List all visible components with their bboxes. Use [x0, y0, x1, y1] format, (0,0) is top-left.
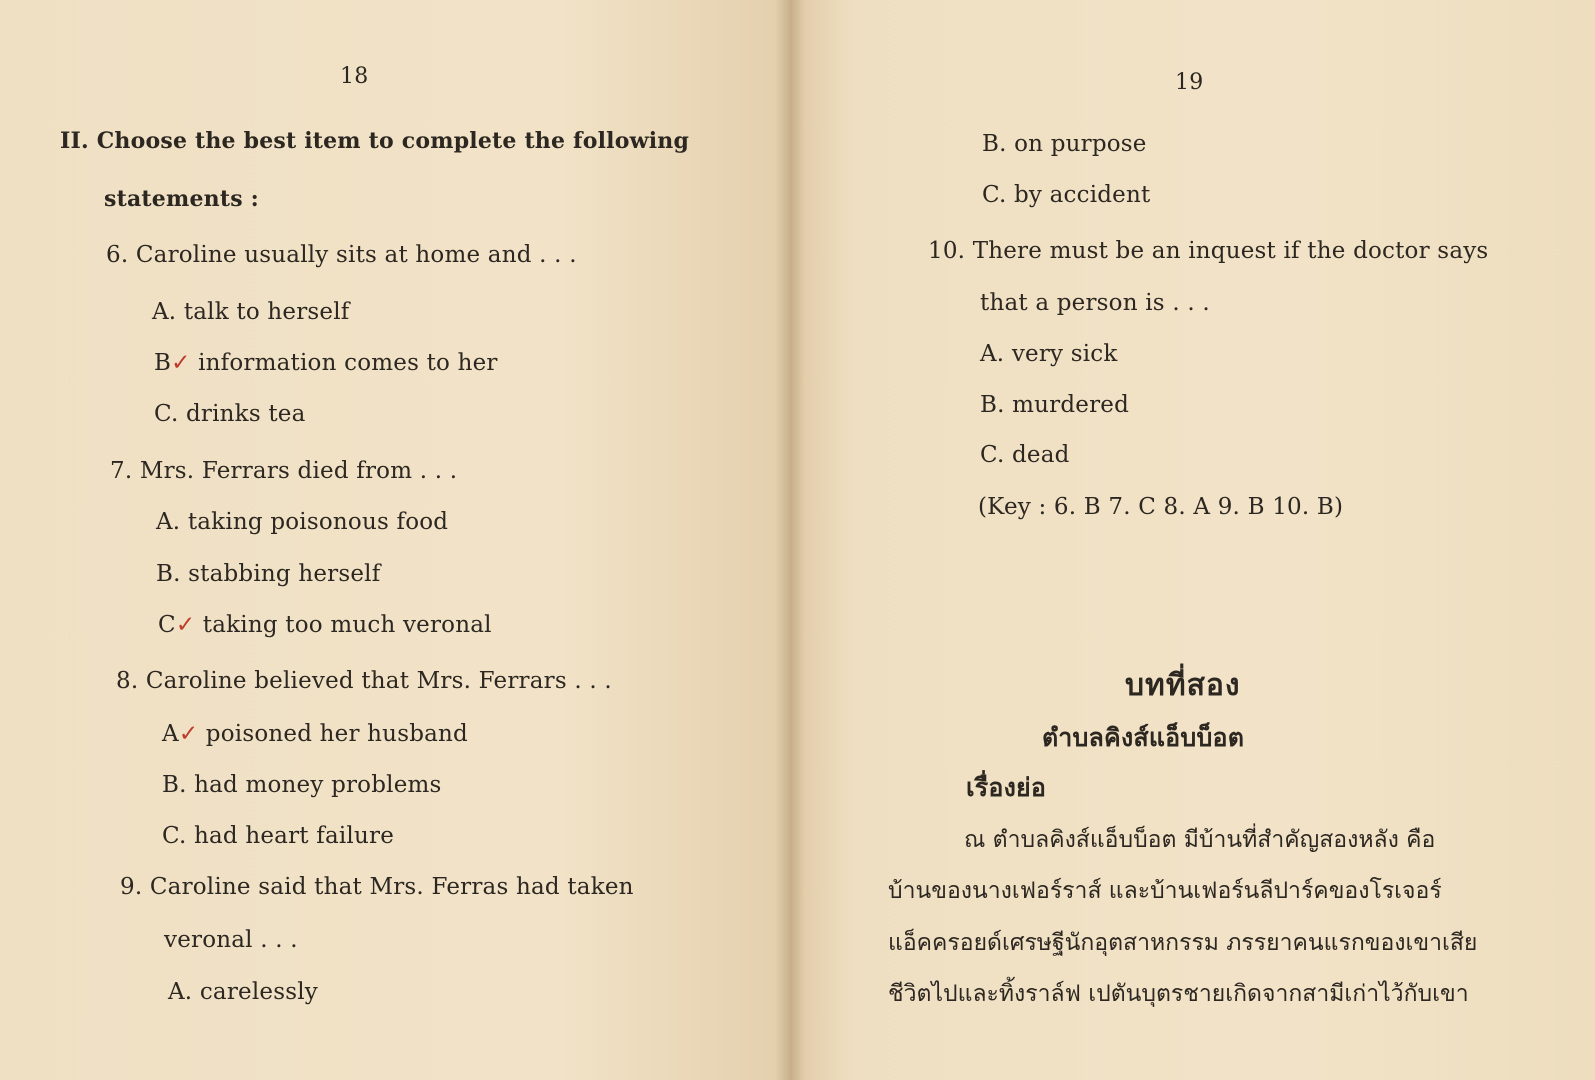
q9-option-c: C. by accident — [982, 182, 1151, 208]
q7-option-c — [158, 612, 492, 638]
question-10-cont: that a person is . . . — [980, 290, 1210, 316]
check-mark-icon: ✓ — [175, 612, 196, 638]
question-6: 6. Caroline usually sits at home and . . . — [106, 242, 577, 268]
question-9-cont: veronal . . . — [164, 927, 298, 953]
option-text: taking too much veronal — [195, 612, 492, 638]
q8-option-c: C. had heart failure — [162, 823, 395, 849]
option-letter: B — [154, 350, 172, 376]
q9-option-b: B. on purpose — [982, 131, 1147, 157]
chapter-title: บทที่สอง — [1125, 668, 1241, 703]
section-heading-cont: statements : — [104, 186, 259, 212]
option-letter: A — [162, 721, 179, 747]
chapter-subtitle: ตำบลคิงส์แอ็บบ็อต — [1042, 723, 1245, 752]
synopsis-line: ชีวิตไปและทิ้งราล์ฟ เปตันบุตรชายเกิดจากสามีเก่าไว้กับเขา — [888, 981, 1469, 1007]
q6-option-c: C. drinks tea — [154, 401, 306, 427]
question-9: 9. Caroline said that Mrs. Ferras had taken — [120, 874, 634, 900]
q10-option-b: B. murdered — [980, 392, 1130, 418]
option-text: information comes to her — [190, 350, 498, 376]
answer-key: (Key : 6. B 7. C 8. A 9. B 10. B) — [978, 494, 1344, 520]
question-8: 8. Caroline believed that Mrs. Ferrars . . . — [116, 668, 612, 694]
q7-option-b: B. stabbing herself — [156, 561, 381, 587]
check-mark-icon: ✓ — [171, 350, 191, 376]
option-letter: C — [158, 612, 176, 638]
synopsis-label: เรื่องย่อ — [966, 773, 1047, 802]
synopsis-line: ณ ตำบลคิงส์แอ็บบ็อต มีบ้านที่สำคัญสองหลัง คือ — [964, 827, 1436, 853]
q6-option-b — [154, 350, 498, 376]
left-page — [0, 0, 790, 1080]
option-text: poisoned her husband — [198, 721, 468, 747]
q10-option-c: C. dead — [980, 442, 1070, 468]
book-gutter — [775, 0, 805, 1080]
page-number: 19 — [1175, 70, 1204, 95]
question-10: 10. There must be an inquest if the doctor says — [928, 238, 1489, 264]
check-mark-icon: ✓ — [178, 721, 199, 747]
question-7: 7. Mrs. Ferrars died from . . . — [110, 458, 458, 484]
page-number: 18 — [340, 64, 369, 89]
q10-option-a: A. very sick — [980, 341, 1118, 367]
synopsis-line: แอ็คครอยด์เศรษฐีนักอุตสาหกรรม ภรรยาคนแรกของเขาเสีย — [888, 930, 1478, 956]
q6-option-a: A. talk to herself — [152, 299, 350, 325]
q8-option-a — [162, 721, 468, 747]
q7-option-a: A. taking poisonous food — [156, 509, 449, 535]
q8-option-b: B. had money problems — [162, 772, 442, 798]
section-heading: II. Choose the best item to complete the following — [60, 128, 690, 154]
q9-option-a: A. carelessly — [168, 979, 318, 1005]
right-page — [790, 0, 1595, 1080]
synopsis-line: บ้านของนางเฟอร์ราส์ และบ้านเฟอร์นลีปาร์คของโรเจอร์ — [888, 878, 1442, 904]
